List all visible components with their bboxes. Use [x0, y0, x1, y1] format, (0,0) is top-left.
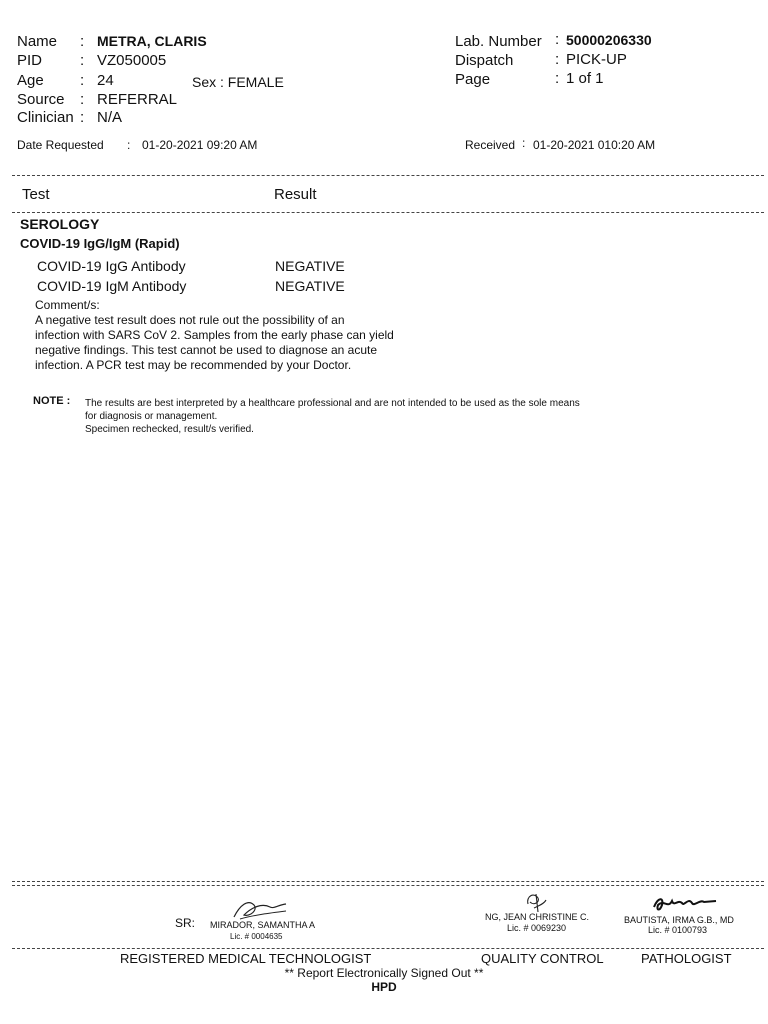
colon: : — [555, 31, 560, 48]
received-value: 01-20-2021 010:20 AM — [533, 138, 656, 152]
panel-title: COVID-19 IgG/IgM (Rapid) — [20, 236, 180, 251]
pid-label: PID — [17, 52, 43, 69]
medtech-title: REGISTERED MEDICAL TECHNOLOGIST — [120, 951, 372, 966]
test-result: NEGATIVE — [275, 258, 345, 274]
received-label: Received — [465, 138, 516, 152]
comment-line: infection with SARS CoV 2. Samples from the early phase can yield — [35, 328, 394, 342]
column-header-result: Result — [274, 186, 317, 203]
footer-divider — [12, 881, 764, 886]
source-label: Source — [17, 91, 65, 108]
comment-line: negative findings. This test cannot be used to diagnose an acute — [35, 343, 378, 357]
colon: : — [127, 138, 131, 152]
comment-line: infection. A PCR test may be recommended by your Doctor. — [35, 358, 352, 372]
note-line: for diagnosis or management. — [85, 411, 218, 422]
qc-name: NG, JEAN CHRISTINE C. — [485, 912, 590, 922]
dispatch-label: Dispatch — [455, 52, 514, 69]
age-value: 24 — [97, 72, 114, 89]
qc-title: QUALITY CONTROL — [481, 951, 604, 966]
qc-license: Lic. # 0069230 — [507, 923, 567, 933]
comment-text — [35, 313, 435, 373]
divider — [12, 175, 764, 176]
medtech-name: MIRADOR, SAMANTHA A — [210, 920, 316, 930]
test-name: COVID-19 IgM Antibody — [37, 278, 187, 294]
signature-image — [650, 893, 720, 915]
footer-divider — [12, 948, 764, 949]
colon: : — [80, 72, 85, 89]
sr-label: SR: — [175, 916, 196, 930]
colon: : — [555, 51, 560, 68]
name-label: Name — [17, 33, 58, 50]
lab-number-value: 50000206330 — [566, 32, 652, 48]
dispatch-value: PICK-UP — [566, 51, 627, 68]
colon: : — [80, 91, 85, 108]
colon: : — [80, 109, 85, 126]
pathologist-title: PATHOLOGIST — [641, 951, 732, 966]
signature-image — [520, 890, 550, 914]
clinician-label: Clinician — [17, 109, 74, 126]
page-label: Page — [455, 71, 491, 88]
sex-value: Sex : FEMALE — [192, 74, 284, 90]
colon: : — [80, 33, 85, 50]
colon: : — [522, 136, 526, 150]
comment-label: Comment/s: — [35, 298, 100, 312]
divider — [12, 212, 764, 213]
lab-number-label: Lab. Number — [455, 33, 542, 50]
page-value: 1 of 1 — [566, 70, 604, 87]
signature-image — [230, 895, 290, 923]
colon: : — [80, 52, 85, 69]
medtech-license: Lic. # 0004635 — [230, 932, 283, 941]
patient-name: METRA, CLARIS — [97, 33, 207, 49]
age-label: Age — [17, 72, 44, 89]
note-text — [85, 397, 580, 436]
pathologist-license: Lic. # 0100793 — [648, 925, 708, 935]
note-line: The results are best interpreted by a healthcare professional and are not intended to be used as the sole means — [85, 398, 580, 409]
section-title: SEROLOGY — [20, 216, 100, 232]
test-result: NEGATIVE — [275, 278, 345, 294]
column-header-test: Test — [22, 186, 50, 203]
pathologist-name: BAUTISTA, IRMA G.B., MD — [624, 915, 734, 925]
clinician-value: N/A — [97, 109, 123, 126]
test-name: COVID-19 IgG Antibody — [37, 258, 186, 274]
colon: : — [555, 70, 560, 87]
footer-code: HPD — [371, 980, 397, 994]
pid-value: VZ050005 — [97, 52, 167, 69]
source-value: REFERRAL — [97, 91, 178, 108]
signed-out-text: ** Report Electronically Signed Out ** — [284, 966, 484, 980]
comment-line: A negative test result does not rule out the possibility of an — [35, 313, 345, 327]
date-requested-label: Date Requested — [17, 138, 104, 152]
note-label: NOTE : — [33, 395, 71, 407]
note-line: Specimen rechecked, result/s verified. — [85, 424, 254, 435]
date-requested-value: 01-20-2021 09:20 AM — [142, 138, 258, 152]
